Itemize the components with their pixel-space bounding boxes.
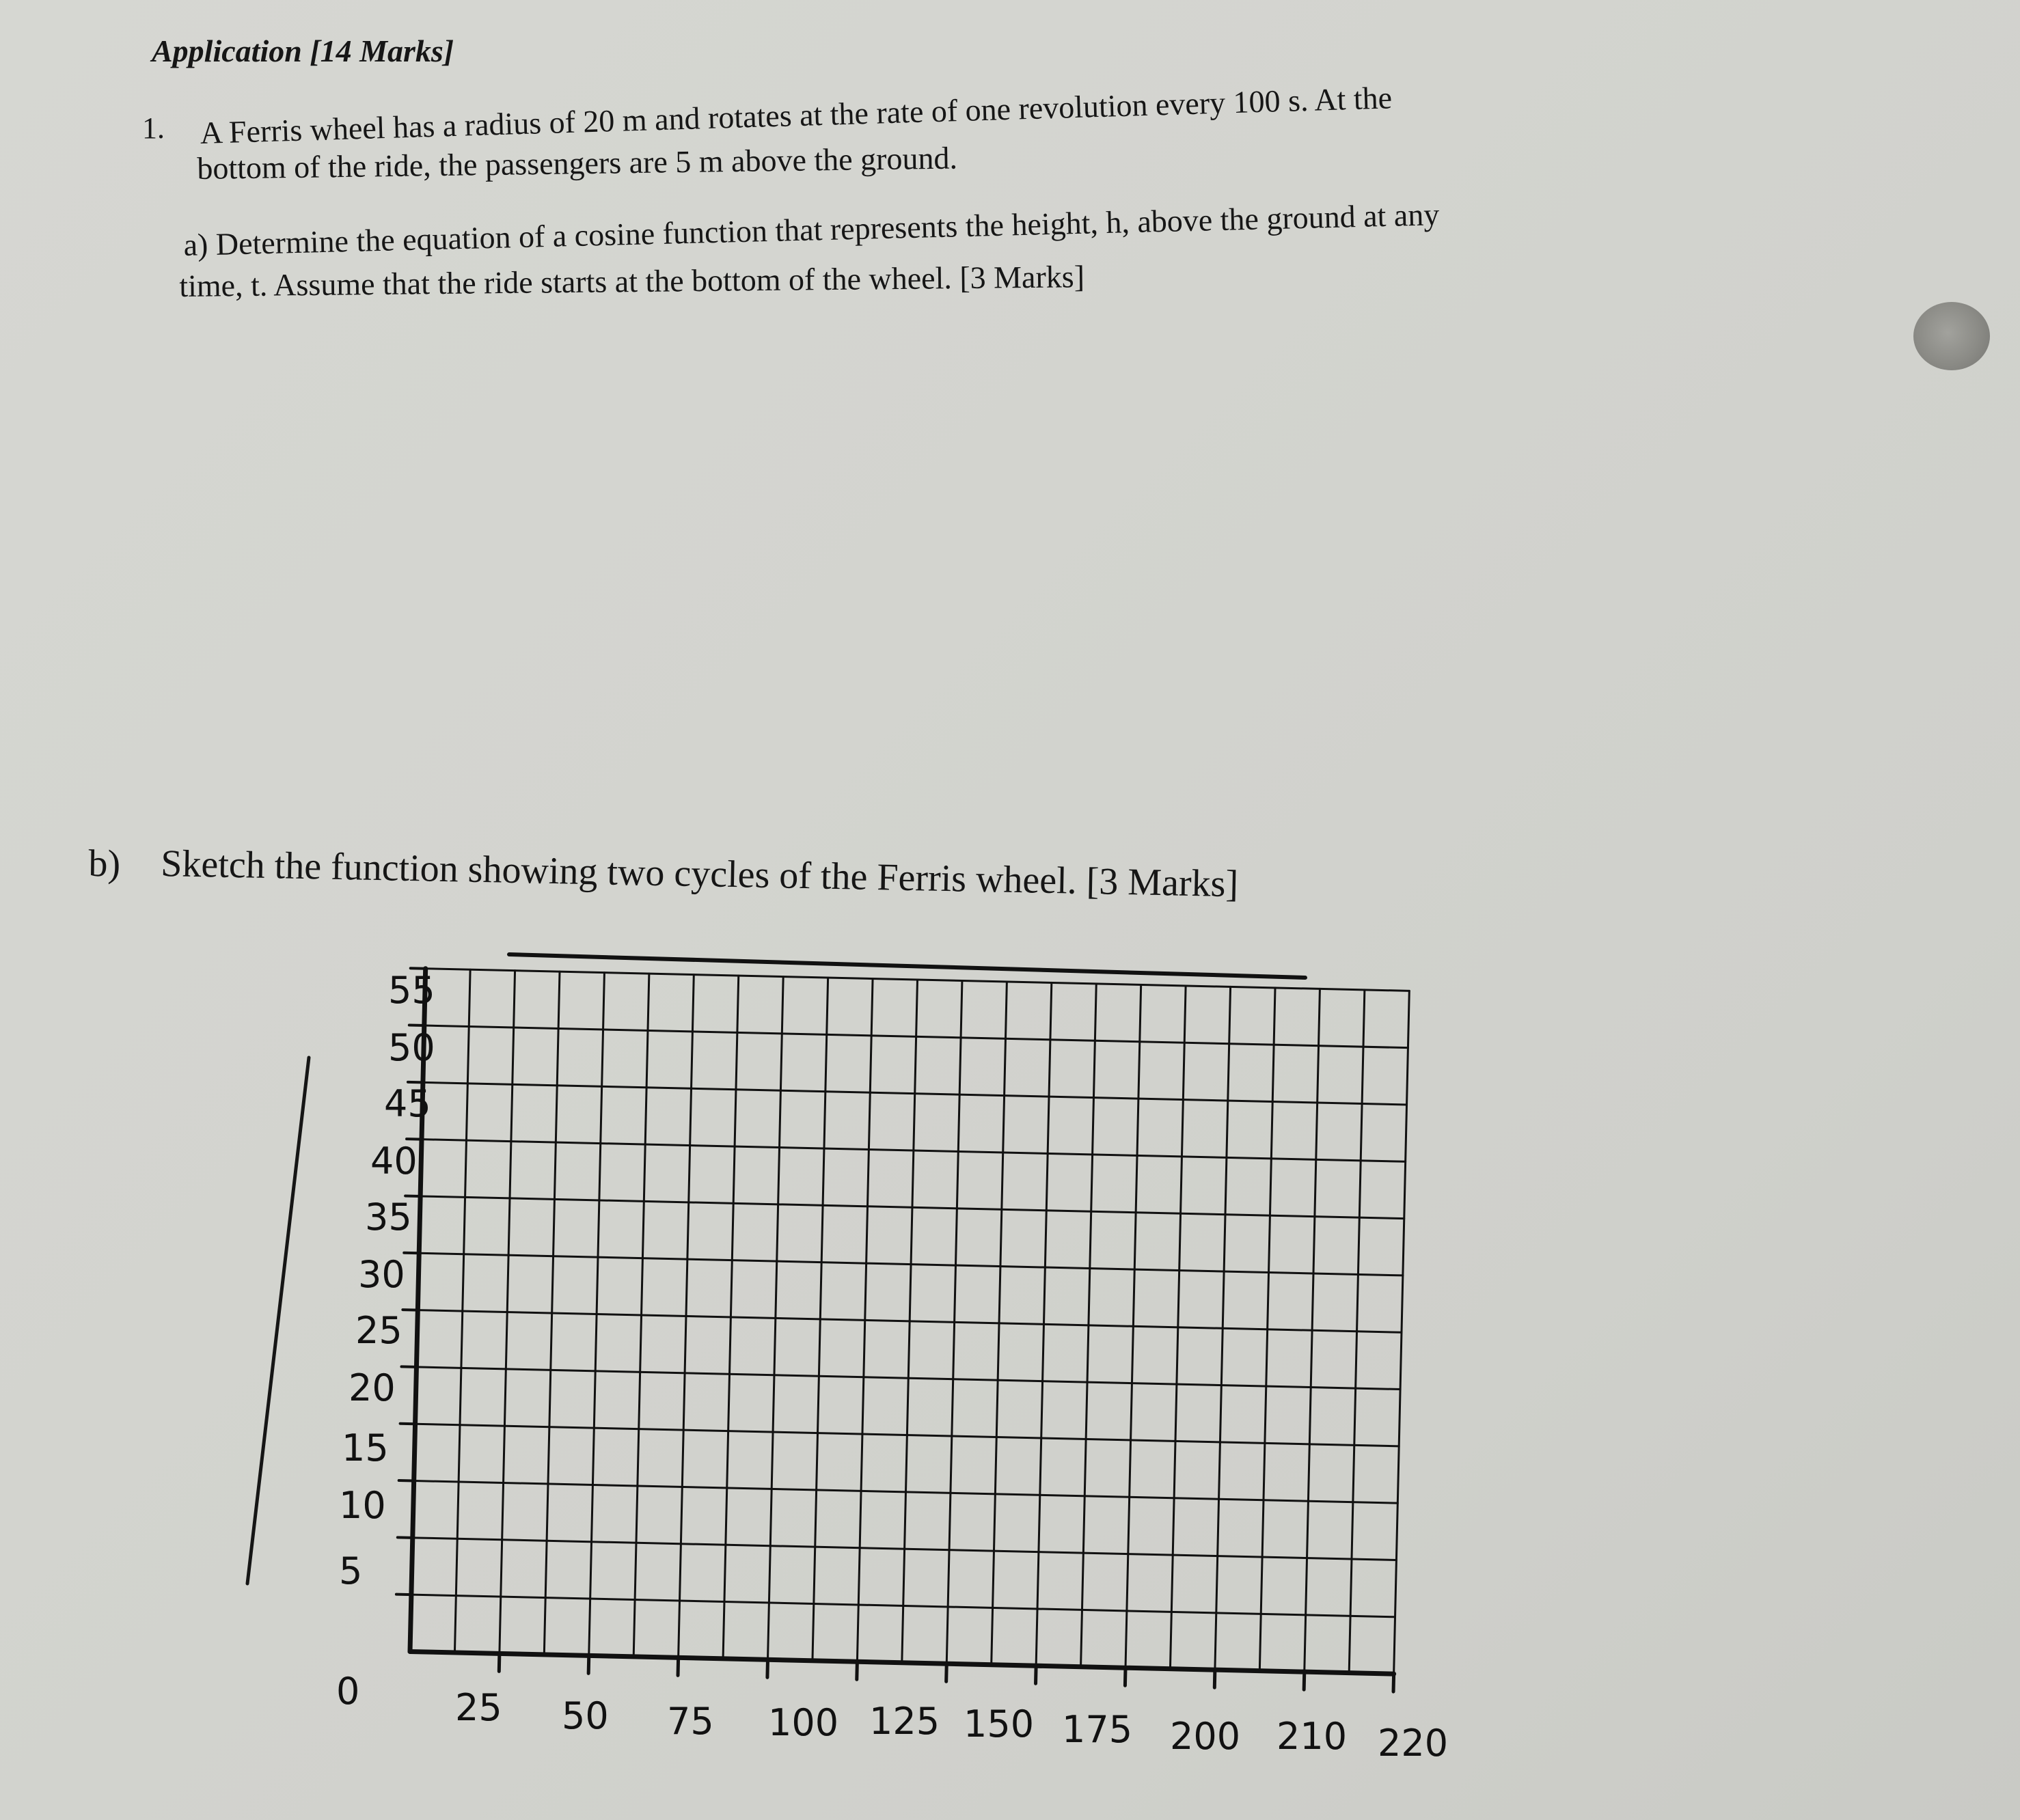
part-b-label: b) (88, 842, 121, 885)
section-heading: Application [14 Marks] (152, 33, 454, 68)
x-axis-label: 125 (869, 1700, 940, 1743)
y-axis-label: 20 (349, 1366, 396, 1409)
question-text-line-2: bottom of the ride, the passengers are 5 m above the ground. (197, 140, 958, 186)
x-tick-mark (588, 1655, 589, 1673)
y-axis-label: 5 (339, 1549, 363, 1592)
x-tick-mark (767, 1659, 768, 1677)
y-axis-label: 40 (370, 1140, 418, 1183)
y-axis-label: 55 (388, 969, 435, 1012)
x-tick-mark (1214, 1670, 1215, 1687)
x-axis-label: 175 (1062, 1708, 1133, 1751)
y-axis-label: 25 (355, 1309, 402, 1352)
part-a-text-line-2: time, t. Assume that the ride starts at the bottom of the wheel. [3 Marks] (179, 259, 1085, 303)
x-tick-mark (857, 1662, 858, 1679)
graph-grid (394, 968, 1409, 1692)
x-tick-mark (946, 1664, 947, 1681)
y-axis-label: 50 (388, 1026, 435, 1069)
x-tick-mark (1304, 1672, 1305, 1690)
x-axis-label: 25 (455, 1686, 502, 1729)
part-a-text-line-1: a) Determine the equation of a cosine function that represents the height, h, above the ground at any (183, 197, 1440, 262)
question-text-line-1: A Ferris wheel has a radius of 20 m and rotates at the rate of one revolution every 100 s. At the (200, 80, 1393, 150)
x-axis-label: 50 (562, 1694, 609, 1737)
y-axis-label: 30 (358, 1253, 405, 1296)
x-axis-label: 150 (964, 1702, 1035, 1746)
x-axis-labels (336, 1670, 1448, 1765)
x-axis-label: 210 (1277, 1715, 1348, 1758)
margin-line (247, 1058, 309, 1584)
x-tick-mark (678, 1657, 679, 1675)
question-number: 1. (142, 111, 165, 145)
x-axis-label: 200 (1170, 1715, 1241, 1758)
x-axis-label: 100 (768, 1701, 839, 1744)
x-axis-label: 75 (667, 1700, 714, 1743)
x-tick-mark (499, 1653, 500, 1671)
part-b-text: Sketch the function showing two cycles of the Ferris wheel. [3 Marks] (160, 842, 1239, 906)
y-axis-label: 45 (384, 1082, 431, 1125)
y-axis-label: 10 (339, 1484, 386, 1527)
x-axis-label: 220 (1378, 1722, 1449, 1765)
origin-label: 0 (336, 1670, 360, 1713)
x-tick-mark (1036, 1666, 1037, 1683)
x-tick-mark (1393, 1674, 1394, 1692)
y-axis-label: 15 (342, 1426, 389, 1470)
y-axis-label: 35 (365, 1196, 412, 1239)
